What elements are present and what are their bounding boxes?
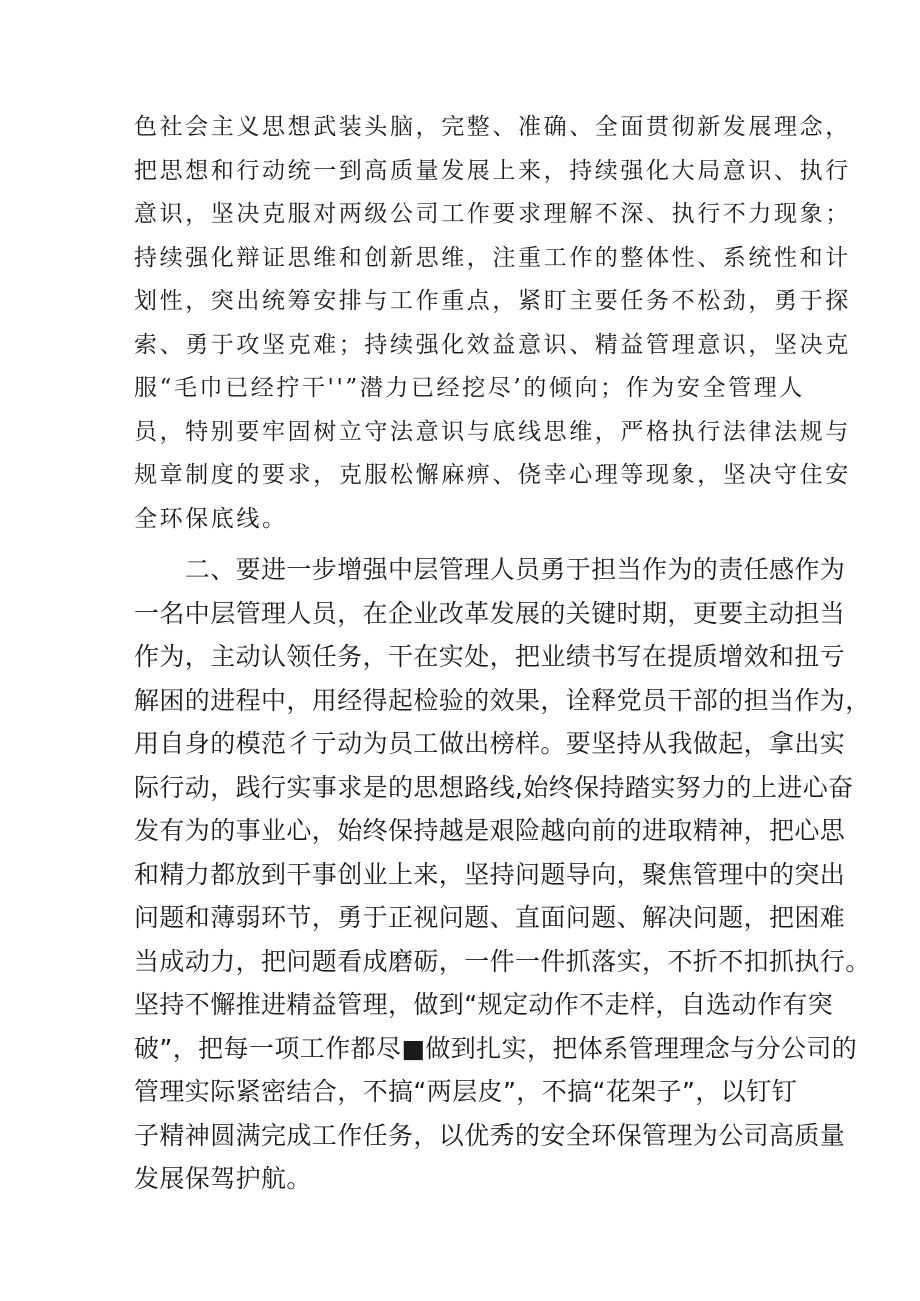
text-line: 用自身的模范彳亍动为员工做出榜样。要坚持从我做起，拿出实 xyxy=(134,729,846,758)
text-line: 管理实际紧密结合，不搞“两层皮”，不搞“花架子”，以钉钉 xyxy=(134,1077,798,1106)
text-line: 和精力都放到干事创业上来，坚持问题导向，聚焦管理中的突出 xyxy=(134,859,846,889)
text-line: 作为，主动认领任务，干在实处，把业绩书写在提质增效和扭亏 xyxy=(134,642,846,671)
text-line: 持续强化辩证思维和创新思维，注重工作的整体性、系统性和计 xyxy=(134,244,851,271)
paragraph-2 xyxy=(134,548,871,1201)
text-line: 规章制度的要求，克服松懈麻痹、侥幸心理等现象，坚决守住安 xyxy=(134,462,851,488)
text-line: 坚持不懈推进精益管理，做到“规定动作不走样，自选动作有突 xyxy=(134,990,834,1019)
text-line: 发有为的事业心，始终保持越是艰险越向前的进取精神，把心思 xyxy=(134,816,846,845)
text-line: 色社会主义思想武装头脑，完整、准确、全面贯彻新发展理念， xyxy=(134,114,851,140)
text-line: 发展保驾护航。 xyxy=(134,1164,312,1193)
text-line: 意识，坚决克服对两级公司工作要求理解不深、执行不力现象； xyxy=(134,201,851,227)
text-line: 问题和薄弱环节，勇于正视问题、直面问题、解决问题，把困难 xyxy=(134,903,846,932)
text-line: 员，特别要牢固树立守法意识与底线思维，严格执行法律法规与 xyxy=(134,418,851,445)
text-line: 服“毛巾已经拧干''”潜力已经挖尽’的倾向；作为安全管理人 xyxy=(134,375,805,401)
paragraph-1 xyxy=(134,106,851,541)
text-line: 划性，突出统筹安排与工作重点，紧盯主要任务不松劲，勇于探 xyxy=(134,288,851,314)
text-line: 二、要进一步增强中层管理人员勇于担当作为的责任感作为 xyxy=(134,555,846,584)
text-line: 解困的进程中，用经得起检验的效果，诠释党员干部的担当作为， xyxy=(134,685,871,715)
text-line: 索、勇于攻坚克难；持续强化效益意识、精益管理意识，坚决克 xyxy=(134,331,851,358)
text-line: 际行动，践行实事求是的思想路线,始终保持踏实努力的上进心奋 xyxy=(134,772,854,802)
text-line: 把思想和行动统一到高质量发展上来，持续强化大局意识、执行 xyxy=(134,157,851,184)
text-line: 子精神圆满完成工作任务，以优秀的安全环保管理为公司高质量 xyxy=(134,1120,846,1150)
text-line: 一名中层管理人员，在企业改革发展的关键时期，更要主动担当 xyxy=(134,598,846,628)
text-line: 全环保底线。 xyxy=(134,505,288,532)
text-line: 破”，把每一项工作都尽■做到扎实，把体系管理理念与分公司的 xyxy=(134,1033,858,1063)
text-line: 当成动力，把问题看成磨砺，一件一件抓落实，不折不扣抓执行。 xyxy=(134,946,871,976)
